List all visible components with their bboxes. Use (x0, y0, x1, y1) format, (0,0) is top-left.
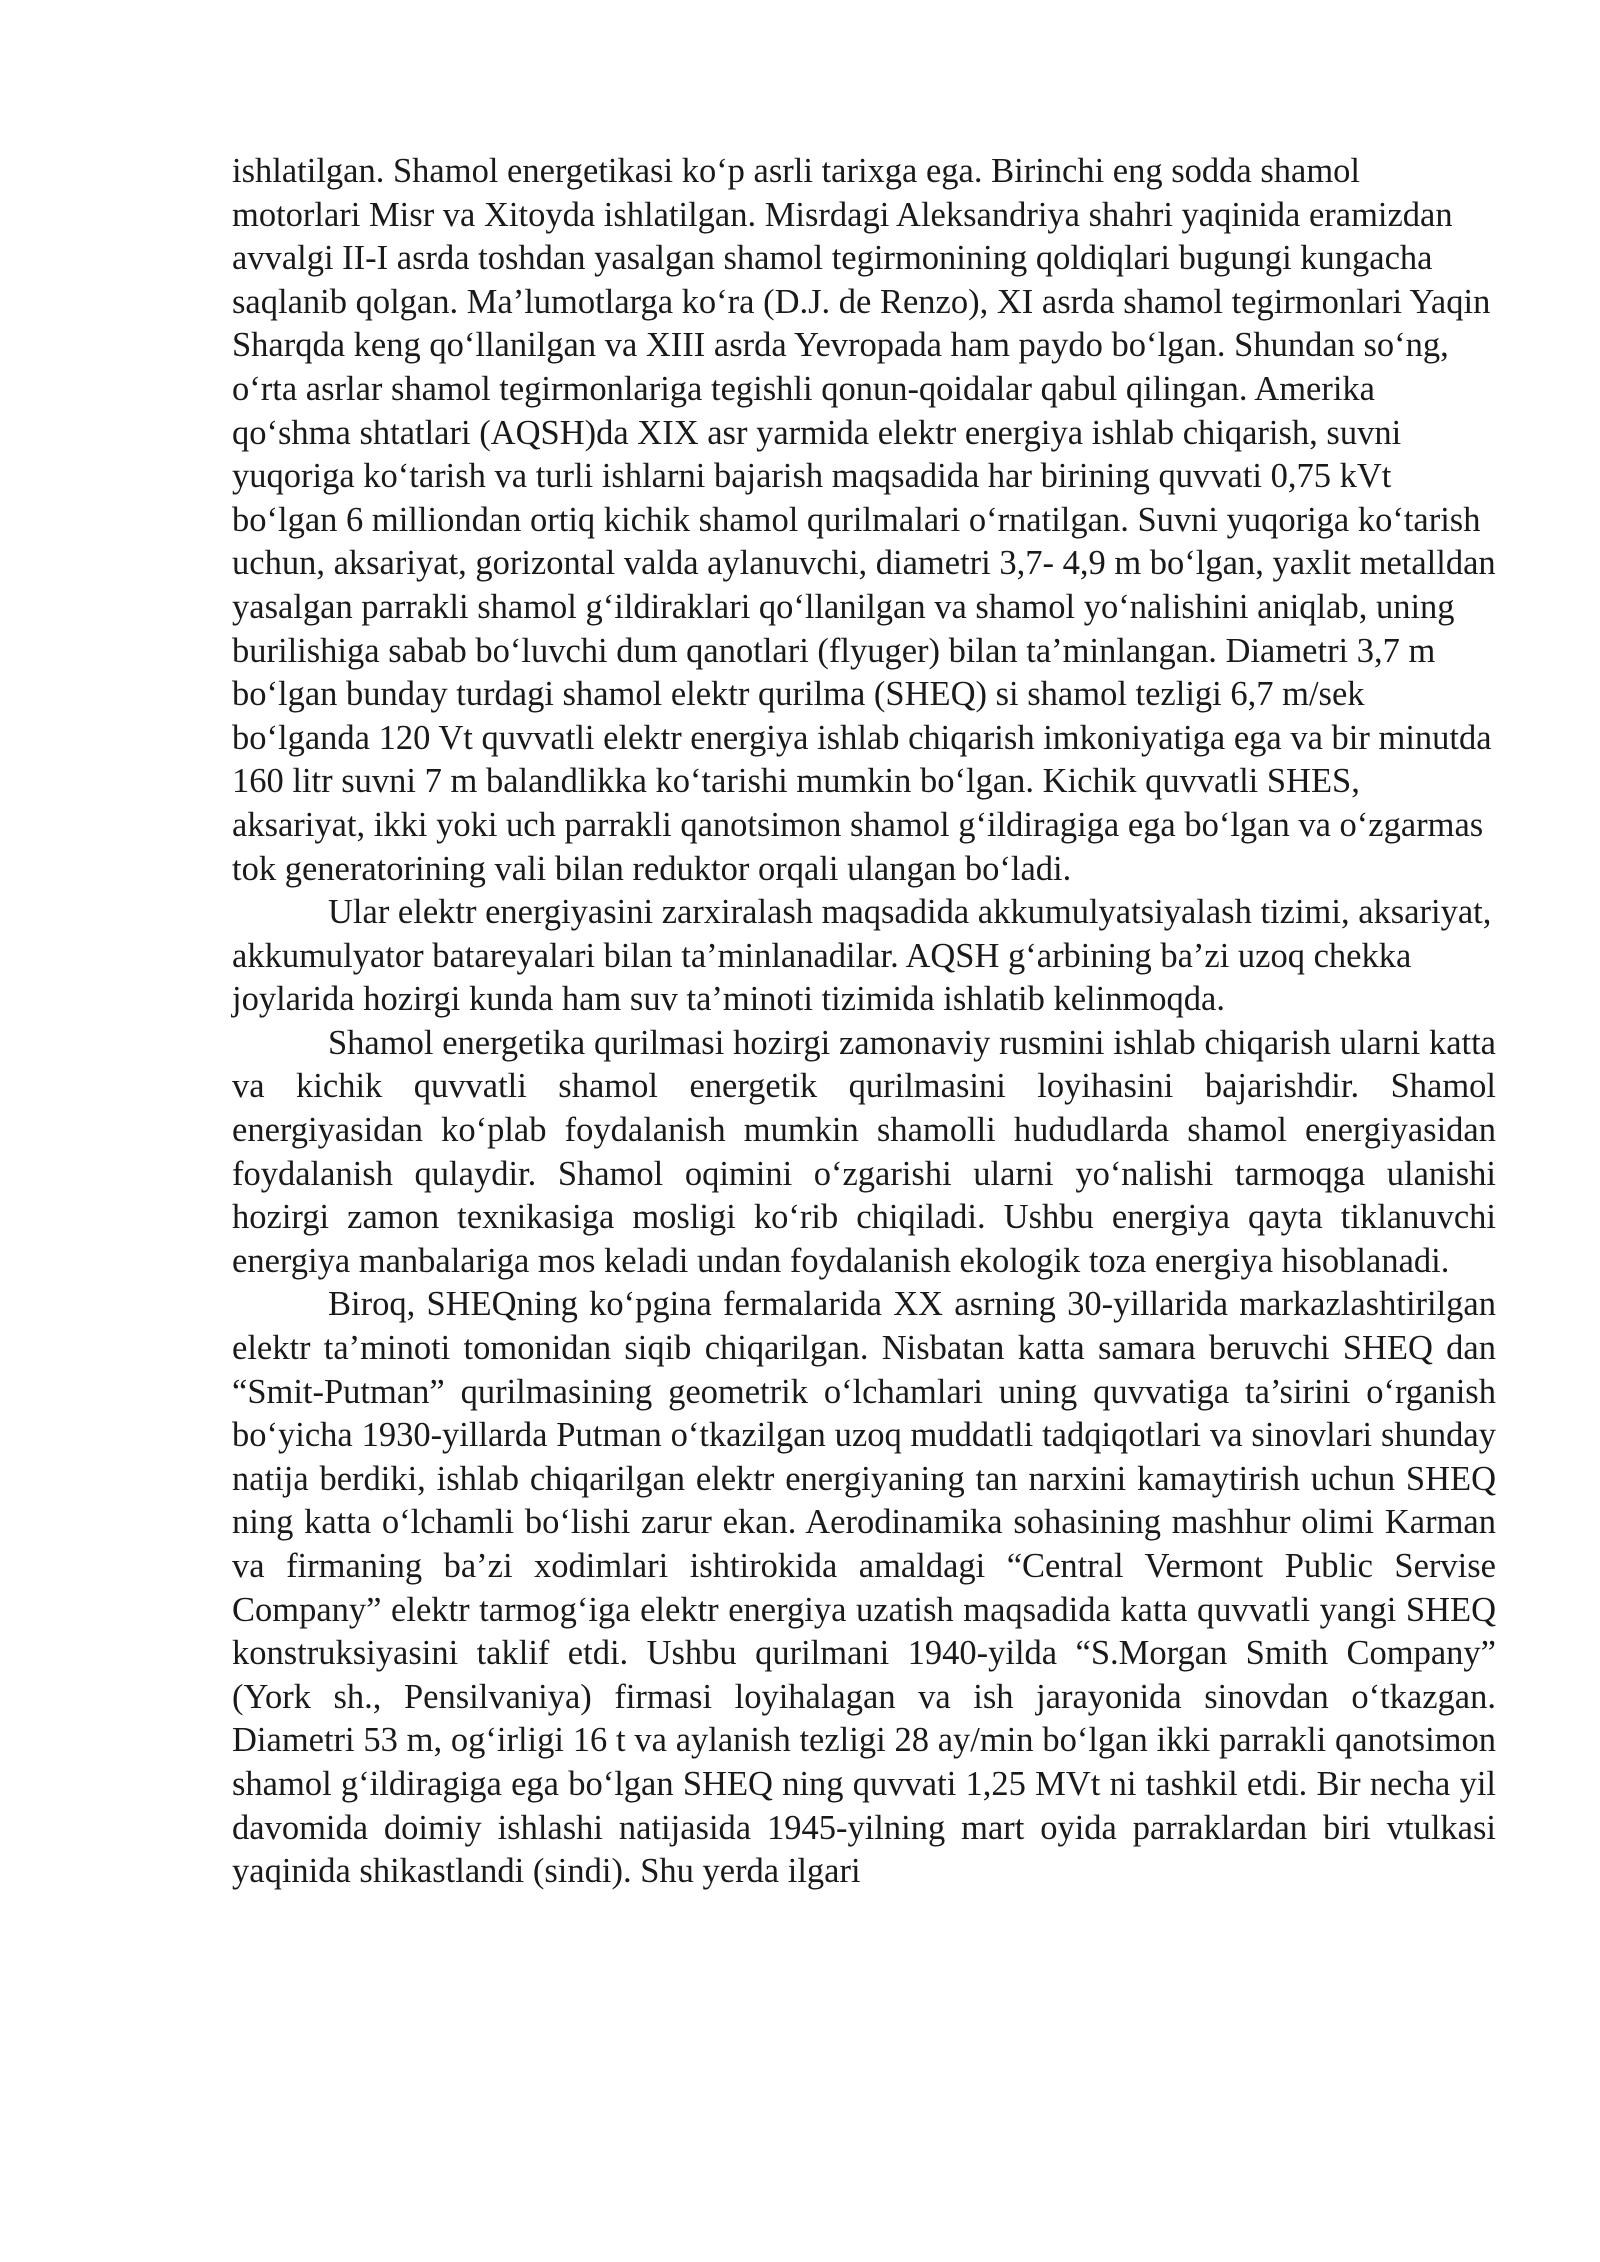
paragraph-modern: Shamol energetika qurilmasi hozirgi zamonaviy rusmini ishlab chiqarish ularni katta va kichik quvvatli shamol energetik qurilmasini loyihasini bajarishdir. Shamol energiyasidan ko‘plab foydalanish mumkin shamolli hududlarda shamol energiyasidan foydalanish qulaydir. Shamol oqimini o‘zgarishi ularni yo‘nalishi tarmoqga ulanishi hozirgi zamon texnikasiga mosligi ko‘rib chiqiladi. Ushbu energiya qayta tiklanuvchi energiya manbalariga mos keladi undan foydalanish ekologik toza energiya hisoblanadi. (232, 1023, 1496, 1280)
document-body (232, 150, 1496, 1894)
paragraph-storage: Ular elektr energiyasini zarxiralash maqsadida akkumulyatsiyalash tizimi, aksariyat, akkumulyator batareyalari bilan ta’minlanadilar. AQSH g‘arbining ba’zi uzoq chekka joylarida hozirgi kunda ham suv ta’minoti tizimida ishlatib kelinmoqda. (232, 893, 1492, 1019)
paragraph-sheq: Biroq, SHEQning ko‘pgina fermalarida XX asrning 30-yillarida markazlashtirilgan elektr ta’minoti tomonidan siqib chiqarilgan. Nisbatan katta samara beruvchi SHEQ dan “Smit-Putman” qurilmasining geometrik o‘lchamlari uning quvvatiga ta’sirini o‘rganish bo‘yicha 1930-yillarda Putman o‘tkazilgan uzoq muddatli tadqiqotlari va sinovlari shunday natija berdiki, ishlab chiqarilgan elektr energiyaning tan narxini kamaytirish uchun SHEQ ning katta o‘lchamli bo‘lishi zarur ekan. Aerodinamika sohasining mashhur olimi Karman va firmaning ba’zi xodimlari ishtirokida amaldagi “Central Vermont Public Servise Company” elektr tarmog‘iga elektr energiya uzatish maqsadida katta quvvatli yangi SHEQ konstruksiyasini taklif etdi. Ushbu qurilmani 1940-yilda “S.Morgan Smith Company” (York sh., Pensilvaniya) firmasi loyihalagan va ish jarayonida sinovdan o‘tkazgan. Diametri 53 m, og‘irligi 16 t va aylanish tezligi 28 ay/min bo‘lgan ikki parrakli qanotsimon shamol g‘ildiragiga ega bo‘lgan SHEQ ning quvvati 1,25 MVt ni tashkil etdi. Bir necha yil davomida doimiy ishlashi natijasida 1945-yilning mart oyida parraklardan biri vtulkasi yaqinida shikastlandi (sindi). Shu yerda ilgari (232, 1285, 1496, 1891)
paragraph-history: ishlatilgan. Shamol energetikasi ko‘p asrli tarixga ega. Birinchi eng sodda shamol motorlari Misr va Xitoyda ishlatilgan. Misrdagi Aleksandriya shahri yaqinida eramizdan avvalgi II-I asrda toshdan yasalgan shamol tegirmonining qoldiqlari bugungi kungacha saqlanib qolgan. Ma’lumotlarga ko‘ra (D.J. de Renzo), XI asrda shamol tegirmonlari Yaqin Sharqda keng qo‘llanilgan va XIII asrda Yevropada ham paydo bo‘lgan. Shundan so‘ng, o‘rta asrlar shamol tegirmonlariga tegishli qonun-qoidalar qabul qilingan. Amerika qo‘shma shtatlari (AQSH)da XIX asr yarmida elektr energiya ishlab chiqarish, suvni yuqoriga ko‘tarish va turli ishlarni bajarish maqsadida har birining quvvati 0,75 kVt bo‘lgan 6 milliondan ortiq kichik shamol qurilmalari o‘rnatilgan. Suvni yuqoriga ko‘tarish uchun, aksariyat, gorizontal valda aylanuvchi, diametri 3,7- 4,9 m bo‘lgan, yaxlit metalldan yasalgan parrakli shamol g‘ildiraklari qo‘llanilgan va shamol yo‘nalishini aniqlab, uning burilishiga sabab bo‘luvchi dum qanotlari (flyuger) bilan ta’minlangan. Diametri 3,7 m bo‘lgan bunday turdagi shamol elektr qurilma (SHEQ) si shamol tezligi 6,7 m/sek bo‘lganda 120 Vt quvvatli elektr energiya ishlab chiqarish imkoniyatiga ega va bir minutda 160 litr suvni 7 m balandlikka ko‘tarishi mumkin bo‘lgan. Kichik quvvatli SHES, aksariyat, ikki yoki uch parrakli qanotsimon shamol g‘ildiragiga ega bo‘lgan va o‘zgarmas tok generatorining vali bilan reduktor orqali ulangan bo‘ladi. (232, 152, 1496, 888)
